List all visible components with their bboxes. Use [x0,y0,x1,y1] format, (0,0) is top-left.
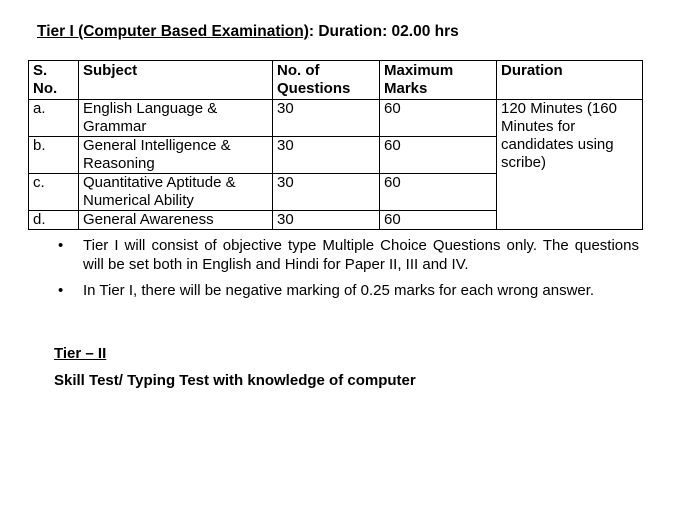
cell-sno: c. [29,174,79,211]
header-questions: No. of Questions [273,61,380,100]
cell-questions: 30 [273,100,380,137]
cell-marks: 60 [380,174,497,211]
cell-marks: 60 [380,100,497,137]
note-text: Tier I will consist of objective type Multiple Choice Questions only. The questions will be set both in English and Hindi for Paper II, III and IV. [83,237,639,273]
cell-questions: 30 [273,137,380,174]
exam-table [28,60,643,230]
tier1-heading-title: Tier I (Computer Based Examination) [37,23,309,40]
cell-subject: English Language & Grammar [79,100,273,137]
cell-subject: General Intelligence & Reasoning [79,137,273,174]
cell-subject: General Awareness [79,211,273,230]
tier2-heading: Tier – II [54,345,107,362]
note-text: In Tier I, there will be negative marking of 0.25 marks for each wrong answer. [83,282,595,299]
bullet-icon: • [58,282,64,299]
tier1-heading [37,23,459,41]
table-header-row [29,61,643,100]
cell-marks: 60 [380,137,497,174]
list-item [54,282,639,301]
table-row [29,100,643,137]
cell-sno: a. [29,100,79,137]
cell-questions: 30 [273,211,380,230]
cell-subject: Quantitative Aptitude & Numerical Ability [79,174,273,211]
header-marks: Maximum Marks [380,61,497,100]
cell-marks: 60 [380,211,497,230]
header-sno: S. No. [29,61,79,100]
list-item [54,237,639,274]
cell-sno: d. [29,211,79,230]
cell-sno: b. [29,137,79,174]
cell-duration: 120 Minutes (160 Minutes for candidates using scribe) [497,100,643,230]
cell-questions: 30 [273,174,380,211]
header-subject: Subject [79,61,273,100]
header-duration: Duration [497,61,643,100]
notes-list [54,237,639,309]
bullet-icon: • [58,237,64,254]
tier1-heading-duration: : Duration: 02.00 hrs [308,23,459,40]
tier2-subheading: Skill Test/ Typing Test with knowledge of computer [54,372,416,389]
